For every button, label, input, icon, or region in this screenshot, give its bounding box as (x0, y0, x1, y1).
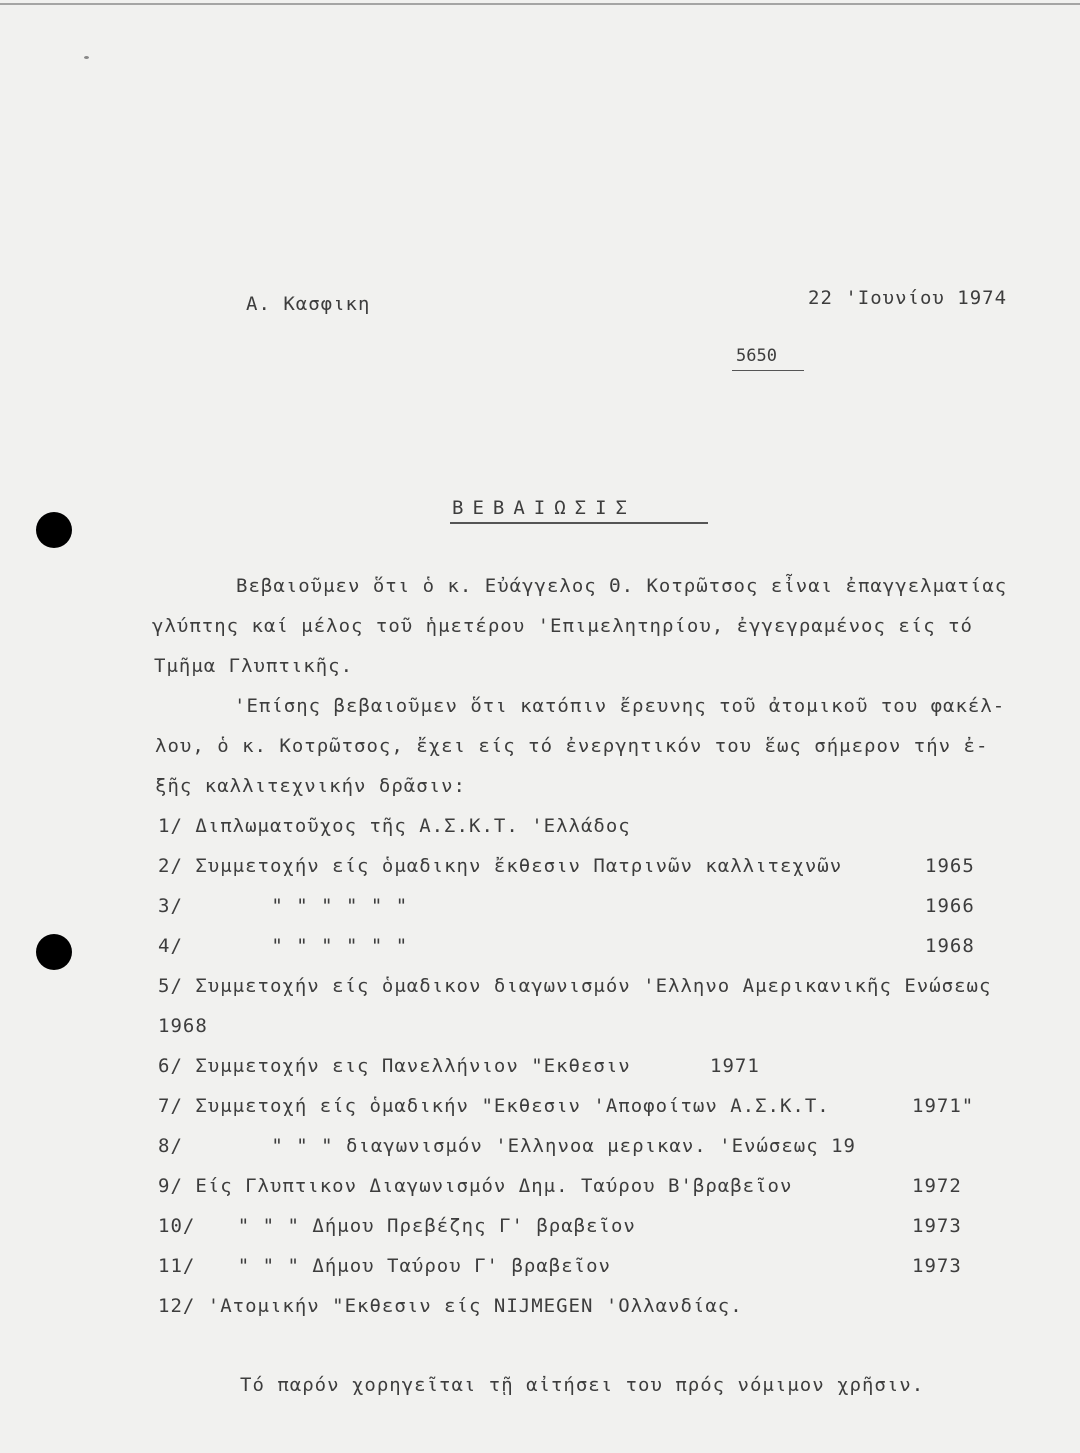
punch-hole-upper (36, 512, 72, 548)
item-text: " " " διαγωνισμόν 'Ελληνοα μερικαν. 'Ενώσεως 19 (271, 1135, 856, 1157)
paper-speck (84, 56, 89, 59)
item-number: 4/ (158, 935, 183, 957)
body-line: ξῆς καλλιτεχνικήν δρᾶσιν: (155, 775, 466, 797)
list-item (158, 975, 991, 997)
list-item (158, 855, 842, 877)
item-text: Συμμετοχήν εις Πανελλήνιον "Εκθεσιν (195, 1055, 631, 1077)
document-title: ΒΕΒΑΙΩΣΙΣ (452, 497, 636, 519)
sender-name: Α. Κασφικη (246, 293, 371, 315)
top-border-line (0, 3, 1080, 5)
list-item (158, 1095, 830, 1117)
item-number: 12/ (158, 1295, 196, 1317)
item-number: 10/ (158, 1215, 196, 1237)
closing-statement: Τό παρόν χορηγεῖται τῇ αἰτήσει του πρός νόμιμον χρῆσιν. (240, 1374, 925, 1396)
reference-underline (732, 370, 804, 371)
reference-number: 5650 (736, 346, 777, 366)
item-number: 8/ (158, 1135, 183, 1157)
item-number: 11/ (158, 1255, 196, 1277)
item-year: 1968 (925, 935, 975, 957)
item-number: 7/ (158, 1095, 183, 1117)
punch-hole-lower (36, 934, 72, 970)
list-item (158, 1135, 856, 1157)
item-text: " " " Δήμου Ταύρου Γ' βραβεῖον (237, 1255, 611, 1277)
list-item (158, 935, 408, 957)
body-line: 'Επίσης βεβαιοῦμεν ὅτι κατόπιν ἔρευνης τοῦ ἀτομικοῦ του φακέλ- (234, 695, 1006, 717)
item-text: Συμμετοχήν είς ὁμαδικην ἔκθεσιν Πατρινῶν καλλιτεχνῶν (195, 855, 843, 877)
title-underline (450, 522, 708, 524)
ditto-marks: " " " " " " (271, 895, 409, 917)
item-number: 3/ (158, 895, 183, 917)
item-year: 1973 (912, 1255, 962, 1277)
item-number: 2/ (158, 855, 183, 877)
item-text: 1968 (158, 1015, 208, 1037)
list-item (158, 1175, 792, 1197)
body-line: Βεβαιοῦμεν ὅτι ὁ κ. Εὐάγγελος Θ. Κοτρῶτσος εἶναι ἐπαγγελματίας (236, 575, 1008, 597)
list-item (158, 1295, 743, 1317)
item-text: Διπλωματοῦχος τῆς Α.Σ.Κ.Τ. 'Ελλάδος (195, 815, 631, 837)
item-number: 5/ (158, 975, 183, 997)
body-line: γλύπτης καί μέλος τοῦ ἡμετέρου 'Επιμελητηρίου, ἐγγεγραμένος είς τό (152, 615, 973, 637)
item-year: 1971" (912, 1095, 975, 1117)
item-text: " " " Δήμου Πρεβέζης Γ' βραβεῖον (237, 1215, 636, 1237)
item-text: Συμμετοχή είς ὁμαδικήν "Εκθεσιν 'Αποφοίτων Α.Σ.Κ.Τ. (195, 1095, 830, 1117)
item-text: 'Ατομικήν "Εκθεσιν είς NIJMEGEN 'Ολλανδίας. (207, 1295, 743, 1317)
document-date: 22 'Ιουνίου 1974 (808, 287, 1008, 309)
list-item (158, 1255, 611, 1277)
item-year: 1965 (925, 855, 975, 877)
list-item (158, 815, 631, 837)
item-number: 9/ (158, 1175, 183, 1197)
item-text: Είς Γλυπτικον Διαγωνισμόν Δημ. Ταύρου Β'βραβεῖον (195, 1175, 793, 1197)
item-year: 1972 (912, 1175, 962, 1197)
item-year: 1973 (912, 1215, 962, 1237)
list-item-continuation (158, 1015, 208, 1037)
item-year: 1971 (710, 1055, 760, 1077)
item-number: 1/ (158, 815, 183, 837)
item-text: Συμμετοχήν είς ὁμαδικον διαγωνισμόν 'Ελληνο Αμερικανικῆς Ενώσεως (195, 975, 992, 997)
list-item (158, 1215, 636, 1237)
ditto-marks: " " " " " " (271, 935, 409, 957)
item-year: 1966 (925, 895, 975, 917)
item-number: 6/ (158, 1055, 183, 1077)
body-line: λου, ὁ κ. Κοτρῶτσος, ἔχει είς τό ἐνεργητικόν του ἕως σήμερον τήν ἐ- (155, 735, 989, 757)
list-item (158, 1055, 631, 1077)
body-line: Τμῆμα Γλυπτικῆς. (154, 655, 354, 677)
list-item (158, 895, 408, 917)
